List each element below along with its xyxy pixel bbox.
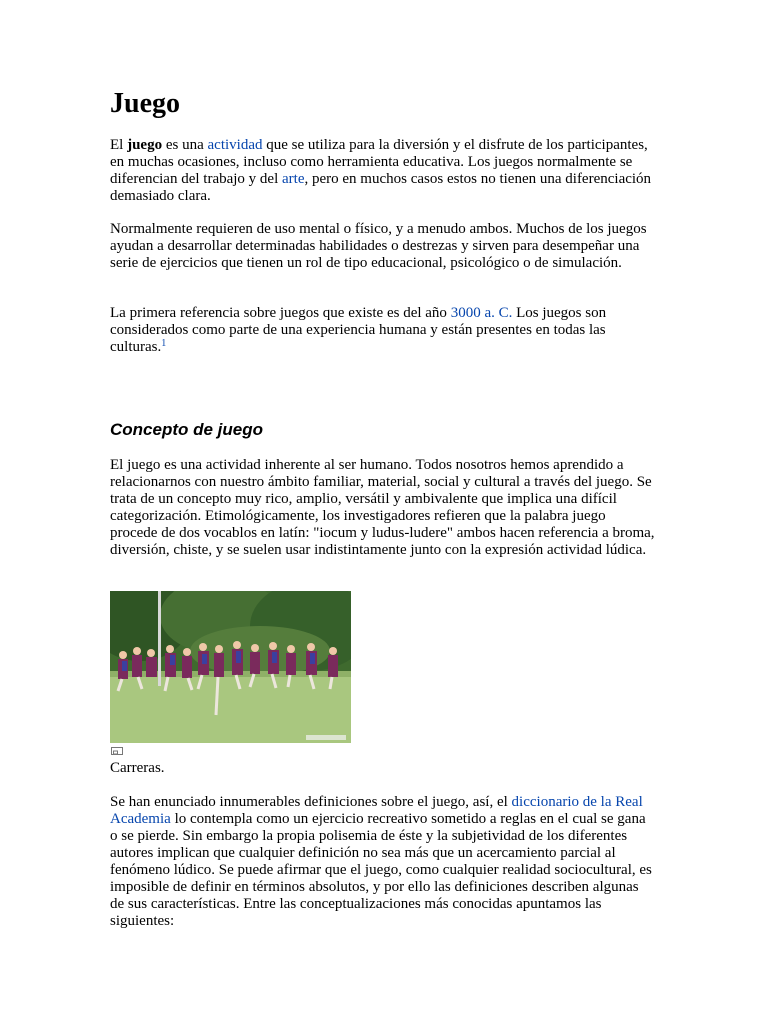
link-actividad[interactable]: actividad xyxy=(207,137,263,153)
term-juego: juego xyxy=(127,137,163,153)
enlarge-icon[interactable] xyxy=(110,743,124,753)
race-photo[interactable] xyxy=(110,591,351,743)
section-heading: Concepto de juego xyxy=(110,420,263,439)
link-arte[interactable]: arte xyxy=(282,171,305,187)
section-paragraph-2: Se han enunciado innumerables definiciones sobre el juego, así, el diccionario de la Real Academia lo contempla como un ejercicio recreativo sometido a reglas en el cual se gana o se pierde. Sin embargo la propia polisemia de éste y la subjetividad de los diferentes autores implican que cualquier definición no sea más que un acercamiento parcial al fenómeno lúdico. Se puede afirmar que el juego, como cualquier realidad sociocultural, es imposible de definir en términos absolutos, y por ello las definiciones describen algunas de sus características. Entre las conceptualizaciones más conocidas apuntamos las siguientes: xyxy=(110,794,652,929)
race-photo-illustration xyxy=(110,591,351,743)
intro-paragraph-1: El juego es una actividad que se utiliza para la diversión y el disfrute de los participantes, en muchas ocasiones, incluso como herramienta educativa. Los juegos normalmente se diferencian del trabajo y del arte, pero en muchos casos estos no tienen una diferenciación demasiado clara. xyxy=(110,137,652,204)
page-title: Juego xyxy=(110,88,180,119)
intro-paragraph-2: Normalmente requieren de uso mental o físico, y a menudo ambos. Muchos de los juegos ayudan a desarrollar determinadas habilidades o destrezas y sirven para desempeñar una serie de ejercicios que tienen un rol de tipo educacional, psicológico o de simulación. xyxy=(110,221,647,271)
link-real-academia[interactable]: diccionario de la Real Academia xyxy=(110,794,643,827)
link-3000-ac[interactable]: 3000 a. C. xyxy=(450,305,513,321)
intro-paragraph-3: La primera referencia sobre juegos que existe es del año 3000 a. C. Los juegos son considerados como parte de una experiencia humana y están presentes en todas las culturas.$^1$ xyxy=(110,305,607,355)
reference-1[interactable]: 1 xyxy=(161,338,167,349)
section-paragraph-1: El juego es una actividad inherente al ser humano. Todos nosotros hemos aprendido a relacionarnos con nuestro ámbito familiar, material, social y cultural a través del juego. Se trata de un concepto muy rico, amplio, versátil y ambivalente que implica una difícil categorización. Etimológicamente, los investigadores refieren que la palabra juego procede de dos vocablos en latín: "iocum y ludus-ludere" ambos hacen referencia a broma, diversión, chiste, y se suelen usar indistintamente junto con la expresión actividad lúdica. xyxy=(110,457,655,558)
image-caption: Carreras. xyxy=(110,760,165,776)
